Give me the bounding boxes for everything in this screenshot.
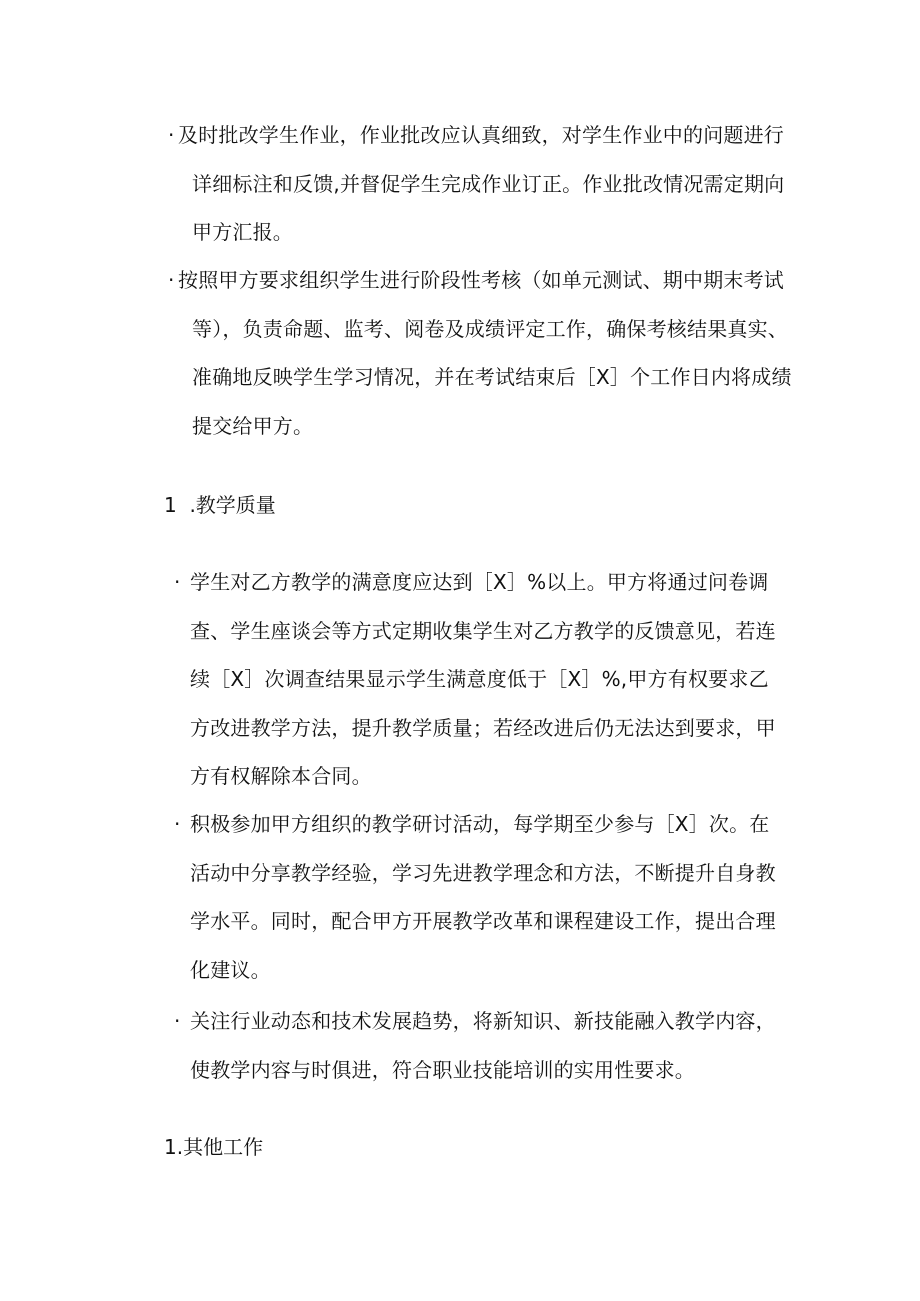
paragraph-line: 活动中分享教学经验，学习先进教学理念和方法，不断提升自身教 (190, 860, 776, 885)
section-heading-other-work: 1.其他工作 (164, 1135, 264, 1159)
paragraph-line: 等），负责命题、监考、阅卷及成绩评定工作，确保考核结果真实、 (192, 316, 788, 341)
paragraph-line: 学生对乙方教学的满意度应达到［X］%以上。甲方将通过问卷调 (190, 570, 769, 594)
paragraph-line: 查、学生座谈会等方式定期收集学生对乙方教学的反馈意见，若连 (190, 618, 776, 643)
section-heading-teaching-quality: 1 .教学质量 (164, 493, 276, 517)
bullet-paragraph-satisfaction (190, 558, 776, 801)
paragraph-line: 按照甲方要求组织学生进行阶段性考核（如单元测试、期中期末考试 (178, 268, 784, 292)
paragraph-line: 及时批改学生作业，作业批改应认真细致，对学生作业中的问题进行 (178, 123, 784, 147)
bullet-paragraph-grading (178, 111, 784, 257)
paragraph-line: 甲方汇报。 (192, 220, 293, 244)
bullet-paragraph-industry-trends (190, 997, 776, 1094)
paragraph-line: 续［X］次调查结果显示学生满意度低于［X］%,甲方有权要求乙 (190, 667, 769, 691)
paragraph-line: 学水平。同时，配合甲方开展教学改革和课程建设工作，提出合理 (190, 909, 776, 933)
paragraph-line: 化建议。 (190, 957, 271, 982)
bullet-marker: · (174, 812, 181, 836)
bullet-marker: · (174, 570, 181, 594)
bullet-marker: · (168, 123, 175, 147)
paragraph-line: 方有权解除本合同。 (190, 764, 372, 788)
paragraph-line: 准确地反映学生学习情况，并在考试结束后［X］个工作日内将成绩 (192, 365, 792, 389)
bullet-marker: · (168, 268, 175, 292)
bullet-marker: · (174, 1009, 181, 1033)
bullet-paragraph-seminar (190, 800, 776, 994)
paragraph-line: 方改进教学方法，提升教学质量；若经改进后仍无法达到要求，甲 (190, 715, 776, 740)
paragraph-line: 提交给甲方。 (192, 413, 314, 438)
paragraph-line: 积极参加甲方组织的教学研讨活动，每学期至少参与［X］次。在 (190, 812, 770, 836)
paragraph-line: 详细标注和反馈,并督促学生完成作业订正。作业批改情况需定期向 (192, 171, 785, 196)
paragraph-line: 关注行业动态和技术发展趋势，将新知识、新技能融入教学内容， (190, 1009, 776, 1033)
bullet-paragraph-assessment (178, 256, 792, 450)
paragraph-line: 使教学内容与时俱进，符合职业技能培训的实用性要求。 (190, 1057, 695, 1082)
